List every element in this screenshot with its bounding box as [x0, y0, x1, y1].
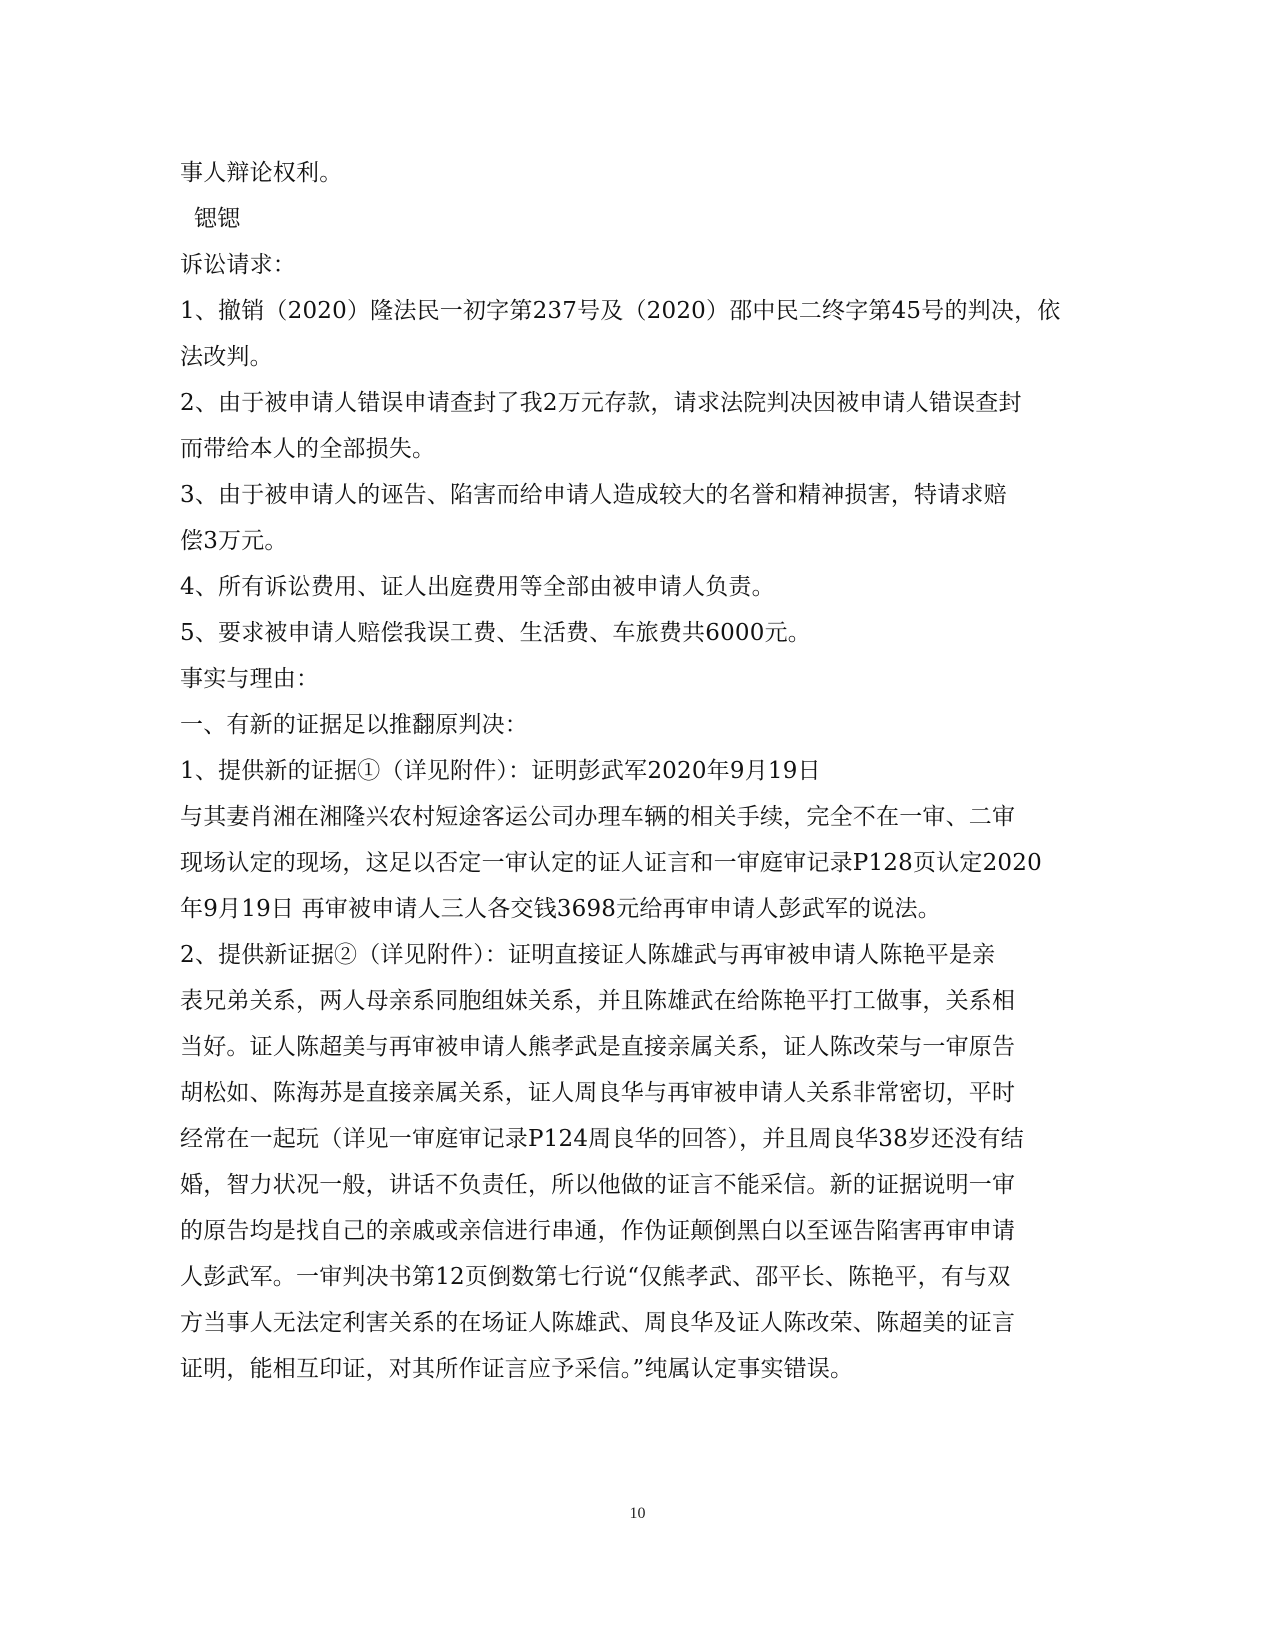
claim-item-2: 2、由于被申请人错误申请查封了我2万元存款，请求法院判决因被申请人错误查封 — [180, 390, 1022, 416]
text-line: 的原告均是找自己的亲戚或亲信进行串通，作伪证颠倒黑白以至诬告陷害再审申请 — [180, 1218, 1016, 1244]
text-line: 年9月19日 再审被申请人三人各交钱3698元给再审申请人彭武军的说法。 — [180, 896, 941, 922]
text-line: 经常在一起玩（详见一审庭审记录P124周良华的回答），并且周良华38岁还没有结 — [180, 1126, 1024, 1152]
claim-item-1: 1、撤销（2020）隆法民一初字第237号及（2020）邵中民二终字第45号的判决，依 — [180, 298, 1061, 324]
text-line: 法改判。 — [180, 344, 273, 370]
text-line: 人彭武军。一审判决书第12页倒数第七行说“仅熊孝武、邵平长、陈艳平，有与双 — [180, 1264, 1011, 1290]
text-line: 锶锶 — [194, 206, 241, 232]
claim-item-5: 5、要求被申请人赔偿我误工费、生活费、车旅费共6000元。 — [180, 620, 811, 646]
subsection-heading: 一、有新的证据足以推翻原判决： — [180, 712, 528, 738]
document-body — [180, 150, 1090, 1392]
text-line: 与其妻肖湘在湘隆兴农村短途客运公司办理车辆的相关手续，完全不在一审、二审 — [180, 804, 1016, 830]
text-line: 证明，能相互印证，对其所作证言应予采信。”纯属认定事实错误。 — [180, 1356, 854, 1382]
evidence-item-1: 1、提供新的证据①（详见附件）：证明彭武军2020年9月19日 — [180, 758, 821, 784]
text-line: 偿3万元。 — [180, 528, 288, 554]
claim-item-3: 3、由于被申请人的诬告、陷害而给申请人造成较大的名誉和精神损害，特请求赔 — [180, 482, 1007, 508]
text-line: 当好。证人陈超美与再审被申请人熊孝武是直接亲属关系，证人陈改荣与一审原告 — [180, 1034, 1016, 1060]
section-heading-facts: 事实与理由： — [180, 666, 320, 692]
page-number: 10 — [629, 1505, 646, 1522]
text-line: 而带给本人的全部损失。 — [180, 436, 436, 462]
text-line: 胡松如、陈海苏是直接亲属关系，证人周良华与再审被申请人关系非常密切，平时 — [180, 1080, 1016, 1106]
claim-item-4: 4、所有诉讼费用、证人出庭费用等全部由被申请人负责。 — [180, 574, 775, 600]
section-heading-claims: 诉讼请求： — [180, 252, 296, 278]
evidence-item-2: 2、提供新证据②（详见附件）：证明直接证人陈雄武与再审被申请人陈艳平是亲 — [180, 942, 996, 968]
text-line: 方当事人无法定利害关系的在场证人陈雄武、周良华及证人陈改荣、陈超美的证言 — [180, 1310, 1016, 1336]
text-line: 现场认定的现场，这足以否定一审认定的证人证言和一审庭审记录P128页认定2020 — [180, 850, 1042, 876]
text-line: 事人辩论权利。 — [180, 160, 343, 186]
text-line: 表兄弟关系，两人母亲系同胞组妹关系，并且陈雄武在给陈艳平打工做事，关系相 — [180, 988, 1016, 1014]
text-line: 婚，智力状况一般，讲话不负责任，所以他做的证言不能采信。新的证据说明一审 — [180, 1172, 1016, 1198]
